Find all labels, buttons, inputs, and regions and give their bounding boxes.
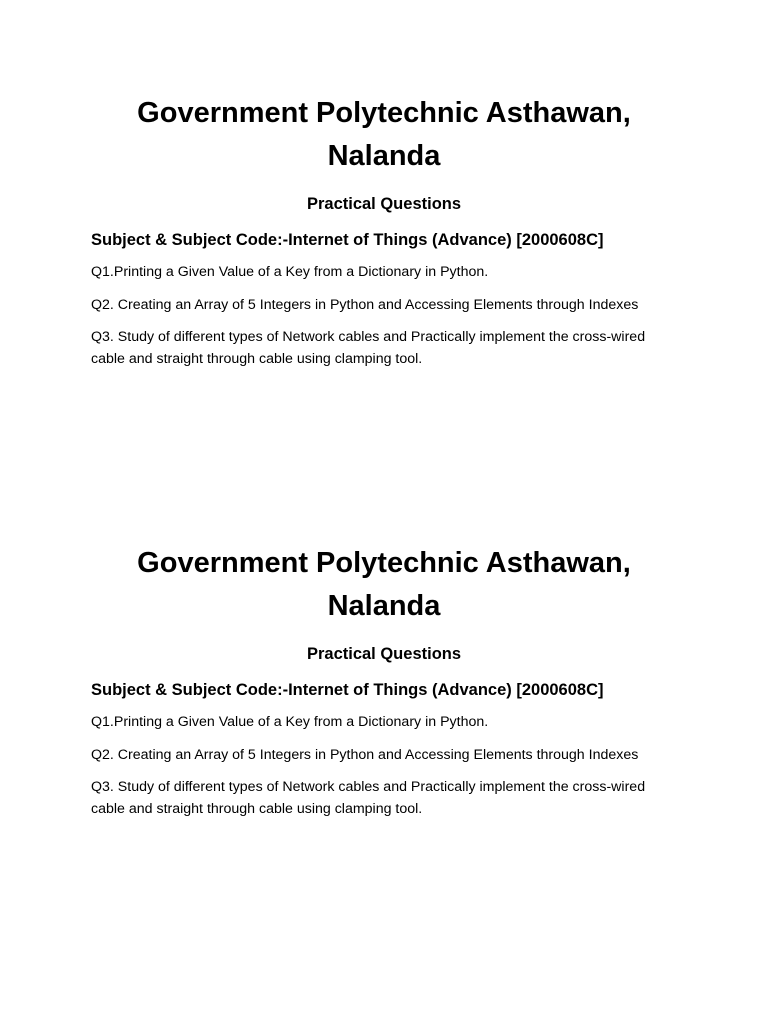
institution-title: Government Polytechnic Asthawan, Nalanda bbox=[137, 547, 631, 622]
question-item: Q3. Study of different types of Network cables and Practically implement the cross-wired cable and straight through cable using clamping tool. bbox=[91, 329, 646, 367]
question-item: Q1.Printing a Given Value of a Key from a Dictionary in Python. bbox=[91, 264, 489, 280]
question-list bbox=[91, 711, 681, 820]
practical-questions-heading: Practical Questions bbox=[306, 195, 462, 213]
question-item: Q1.Printing a Given Value of a Key from a Dictionary in Python. bbox=[91, 714, 489, 730]
question-list bbox=[91, 261, 681, 370]
question-sheet-2 bbox=[0, 542, 768, 831]
practical-questions-heading: Practical Questions bbox=[306, 645, 462, 663]
question-item: Q2. Creating an Array of 5 Integers in Python and Accessing Elements through Indexes bbox=[91, 746, 639, 763]
subject-line: Subject & Subject Code:-Internet of Things (Advance) [2000608C] bbox=[91, 681, 604, 699]
question-item: Q2. Creating an Array of 5 Integers in Python and Accessing Elements through Indexes bbox=[91, 296, 639, 313]
subject-line: Subject & Subject Code:-Internet of Things (Advance) [2000608C] bbox=[91, 231, 604, 249]
question-sheet-1 bbox=[0, 92, 768, 381]
institution-title: Government Polytechnic Asthawan, Nalanda bbox=[137, 97, 631, 172]
question-item: Q3. Study of different types of Network cables and Practically implement the cross-wired cable and straight through cable using clamping tool. bbox=[91, 779, 646, 817]
